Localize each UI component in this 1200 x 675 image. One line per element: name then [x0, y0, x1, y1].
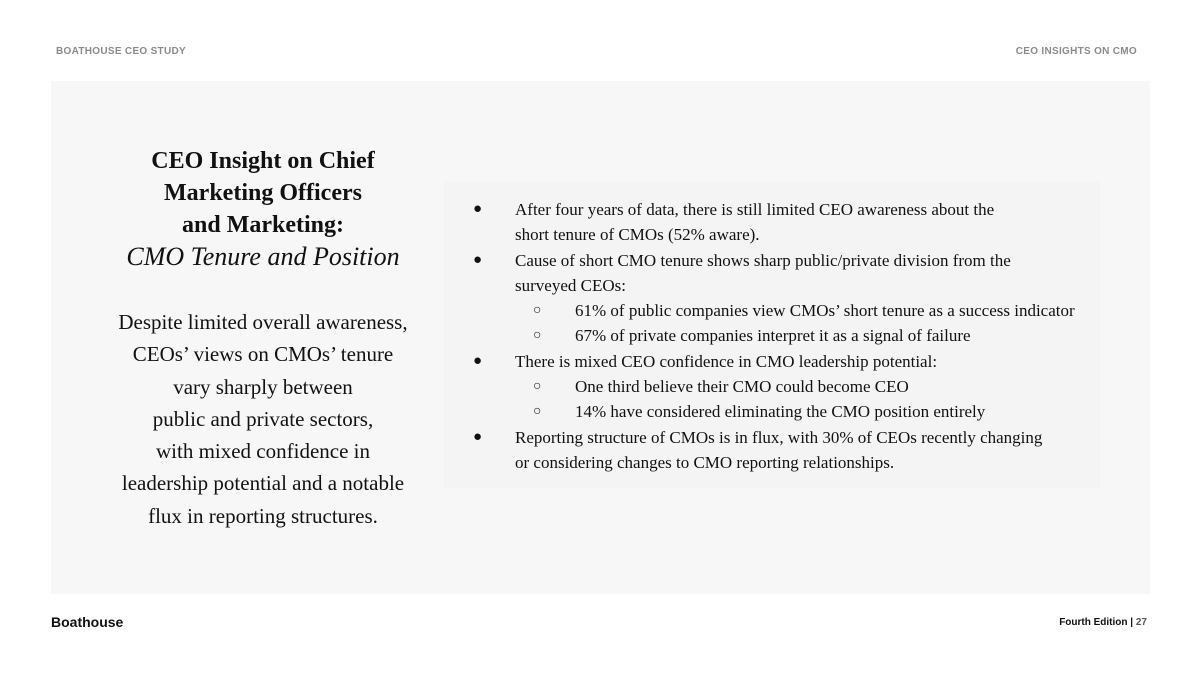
slide-title	[108, 145, 418, 273]
bullet-text: Reporting structure of CMOs is in flux, with 30% of CEOs recently changing	[515, 427, 1043, 447]
sub-bullet-text: 61% of public companies view CMOs’ short tenure as a success indicator	[575, 301, 1075, 321]
bullet-text: There is mixed CEO confidence in CMO leadership potential:	[515, 351, 938, 371]
title-line: CEO Insight on Chief	[151, 148, 375, 174]
page-number: 27	[1135, 617, 1147, 628]
sub-bullet-item	[444, 374, 1104, 399]
header-section-label: CEO INSIGHTS ON CMO	[1015, 46, 1137, 57]
bullet-item	[444, 197, 1104, 248]
sub-bullet-text: 67% of private companies interpret it as a signal of failure	[575, 326, 971, 346]
bullet-item	[444, 349, 1104, 374]
bullet-circle-icon: ○	[533, 404, 542, 420]
bullet-list	[444, 197, 1104, 475]
summary-line: with mixed confidence in	[155, 439, 371, 464]
summary-line: Despite limited overall awareness,	[118, 310, 408, 334]
summary-text	[108, 306, 418, 532]
summary-line: public and private sectors,	[152, 406, 374, 431]
sub-bullet-text: 14% have considered eliminating the CMO position entirely	[575, 402, 986, 422]
edition-text: Fourth Edition |	[1059, 617, 1134, 628]
title-line: and Marketing:	[182, 212, 344, 238]
sub-bullet-text: One third believe their CMO could become CEO	[575, 377, 909, 397]
bullet-dot-icon: ●	[473, 428, 483, 445]
bullet-item	[444, 425, 1104, 476]
bullet-dot-icon: ●	[473, 201, 483, 217]
bullet-text: Cause of short CMO tenure shows sharp public/private division from the	[515, 250, 1011, 270]
bullet-text: short tenure of CMOs (52% aware).	[515, 225, 760, 245]
bullet-dot-icon: ●	[473, 352, 483, 369]
bullet-text: or considering changes to CMO reporting relationships.	[515, 452, 895, 472]
bullet-box	[444, 182, 1100, 488]
bullet-circle-icon: ○	[533, 379, 542, 395]
left-column	[108, 140, 418, 532]
sub-bullet-item	[444, 298, 1104, 323]
summary-line: vary sharply between	[173, 374, 353, 399]
bullet-dot-icon: ●	[473, 251, 483, 268]
header-study-label: BOATHOUSE CEO STUDY	[56, 46, 186, 57]
bullet-text: surveyed CEOs:	[515, 275, 626, 295]
slide-subtitle: CMO Tenure and Position	[126, 242, 400, 271]
bullet-item	[444, 248, 1104, 299]
bullet-circle-icon: ○	[533, 303, 542, 319]
bullet-circle-icon: ○	[533, 328, 542, 344]
sub-bullet-item	[444, 399, 1104, 424]
sub-bullet-item	[444, 323, 1104, 348]
summary-line: flux in reporting structures.	[148, 503, 378, 528]
title-line: Marketing Officers	[164, 180, 362, 206]
summary-line: leadership potential and a notable	[121, 471, 405, 496]
edition-label	[1059, 617, 1147, 628]
bullet-text: After four years of data, there is still limited CEO awareness about the	[515, 200, 995, 219]
brand-logo: Boathouse	[51, 614, 124, 630]
summary-line: CEOs’ views on CMOs’ tenure	[132, 342, 394, 367]
